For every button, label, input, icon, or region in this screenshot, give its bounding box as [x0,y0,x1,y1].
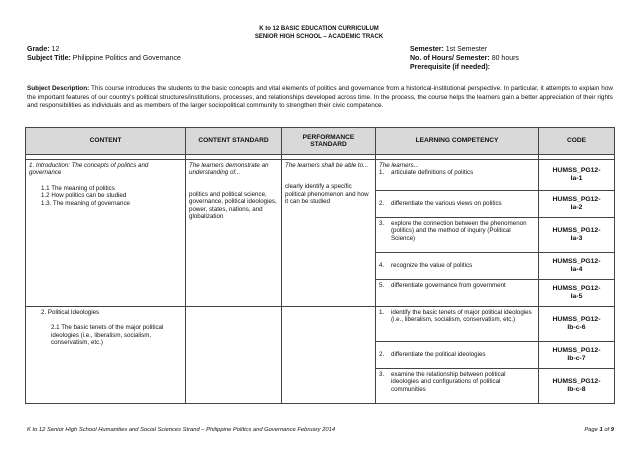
performance-intro: The learners shall be able to... [285,162,369,169]
competency-cell [376,218,539,253]
table-row [26,307,615,342]
semester-value: 1st Semester [443,46,488,53]
page-indicator [584,427,614,434]
competency-item [379,282,535,289]
competency-cell [376,307,539,342]
competency-number: 1. [379,309,385,316]
code-line: Ib-c-7 [567,355,586,362]
page-prefix: Page [584,427,600,433]
competency-text: articulate definitions of politics [391,169,474,177]
curriculum-table [25,127,615,404]
code-line: Ia-1 [570,175,583,182]
competency-text: differentiate the various views on politics [391,200,502,208]
competency-intro: The learners... [379,162,419,169]
standard-text: politics and political science, governance, political ideologies, power, states, nations, and globalization [189,190,277,221]
content-standard-cell [186,307,282,404]
performance-standard-cell [282,307,376,404]
prerequisite-label: Prerequisite (if needed): [410,64,491,71]
competency-cell [376,253,539,280]
grade-label: Grade: [27,46,50,53]
header-content-standard: CONTENT STANDARD [186,128,282,155]
header-performance-standard: PERFORMANCE STANDARD [282,128,376,155]
competency-number: 5. [379,282,385,289]
competency-item [379,262,535,269]
content-title: 1. Introduction: The concepts of politics and governance [29,162,149,177]
code-line: HUMSS_PG12- [552,285,601,292]
competency-cell [376,191,539,218]
competency-number: 3. [379,371,385,378]
code-cell [539,342,615,369]
grade-value: 12 [49,46,60,53]
competency-text: differentiate governance from government [391,282,506,289]
competency-item [379,220,535,242]
content-title: 2. Political Ideologies [41,309,100,316]
hours-label: No. of Hours/ Semester: [410,55,490,62]
competency-cell [376,342,539,369]
page-total: 9 [610,427,614,433]
description-label: Subject Description: [27,85,90,92]
subject-description [27,85,613,111]
prerequisite-line [410,64,490,72]
code-line: HUMSS_PG12- [552,167,601,174]
code-line: Ia-4 [570,266,583,273]
code-cell [539,253,615,280]
competency-cell [376,160,539,191]
competency-text: examine the relationship between political ideologies and configurations of political communities [391,371,506,393]
table-header-row [26,128,615,155]
competency-number: 2. [379,351,385,359]
hours-line [410,55,519,63]
code-cell [539,369,615,404]
code-cell [539,307,615,342]
subject-value: Philippine Politics and Governance [70,55,181,62]
competency-item [379,309,535,324]
grade-line [27,46,59,54]
table-row [26,160,615,191]
competency-number: 3. [379,220,385,227]
header-code: CODE [539,128,615,155]
code-line: HUMSS_PG12- [552,227,601,234]
hours-value: 80 hours [489,55,519,62]
code-cell [539,160,615,191]
competency-text: differentiate the political ideologies [391,351,486,359]
footer-text: K to 12 Senior High School Humanities and Social Sciences Strand – Philippine Politics and Governance February 2014 [27,427,336,433]
code-line: HUMSS_PG12- [552,378,601,385]
code-line: Ib-c-6 [567,324,586,331]
subject-label: Subject Title: [27,55,71,62]
competency-number: 1. [379,169,385,177]
competency-text: explore the connection between the phenomenon (politics) and the method of inquiry (Political Science) [391,220,527,242]
performance-standard-cell [282,160,376,307]
semester-label: Semester: [410,46,444,53]
content-item: 1.1 The meaning of politics [41,184,115,192]
code-line: Ib-c-8 [567,386,586,393]
content-item: 2.1 The basic tenets of the major political ideologies (i.e., liberalism, socialism, conservatism, etc.) [51,324,164,347]
code-line: HUMSS_PG12- [552,258,601,265]
content-standard-cell [186,160,282,307]
code-line: HUMSS_PG12- [552,316,601,323]
track-title: SENIOR HIGH SCHOOL – ACADEMIC TRACK [254,34,384,40]
code-cell [539,280,615,307]
page-number: 1 [599,427,603,433]
competency-text: identify the basic tenets of major political ideologies (i.e., liberalism, socialism, conservatism, etc.) [391,309,532,324]
content-cell-ideologies [26,307,186,404]
competency-number: 2. [379,200,385,208]
competency-item [379,200,535,207]
competency-item [379,371,535,393]
header-content: CONTENT [26,128,186,155]
standard-intro: The learners demonstrate an understanding of... [189,162,269,177]
competency-item [379,169,535,176]
content-cell-introduction [26,160,186,307]
page-separator: of [602,427,611,433]
competency-cell [376,280,539,307]
curriculum-title: K to 12 BASIC EDUCATION CURRICULUM [259,26,379,32]
competency-text: recognize the value of politics [391,262,473,270]
code-line: HUMSS_PG12- [552,347,601,354]
header-learning-competency: LEARNING COMPETENCY [376,128,539,155]
code-line: HUMSS_PG12- [552,196,601,203]
content-item: 1.3. The meaning of governance [41,199,130,207]
code-cell [539,191,615,218]
competency-item [379,351,535,358]
code-line: Ia-5 [570,293,583,300]
content-item: 1.2 How politics can be studied [41,192,127,200]
code-cell [539,218,615,253]
code-line: Ia-2 [570,204,583,211]
semester-line [410,46,487,54]
subject-line [27,55,181,63]
performance-text: clearly identify a specific political phenomenon and how it can be studied [285,183,369,206]
competency-number: 4. [379,262,385,270]
description-text: This course introduces the students to the basic concepts and vital elements of politics and governance from a historical-institutional perspective. In particular, it attempts to explain how the important features of our country's political structures/institutions, processes, and relationships developed across time. In the process, the course helps the learners gain a better appreciation of their rights and responsibilities as individuals and as members of the larger sociopolitical community to strengthen their civic competence. [27,85,613,110]
code-line: Ia-3 [570,235,583,242]
competency-cell [376,369,539,404]
